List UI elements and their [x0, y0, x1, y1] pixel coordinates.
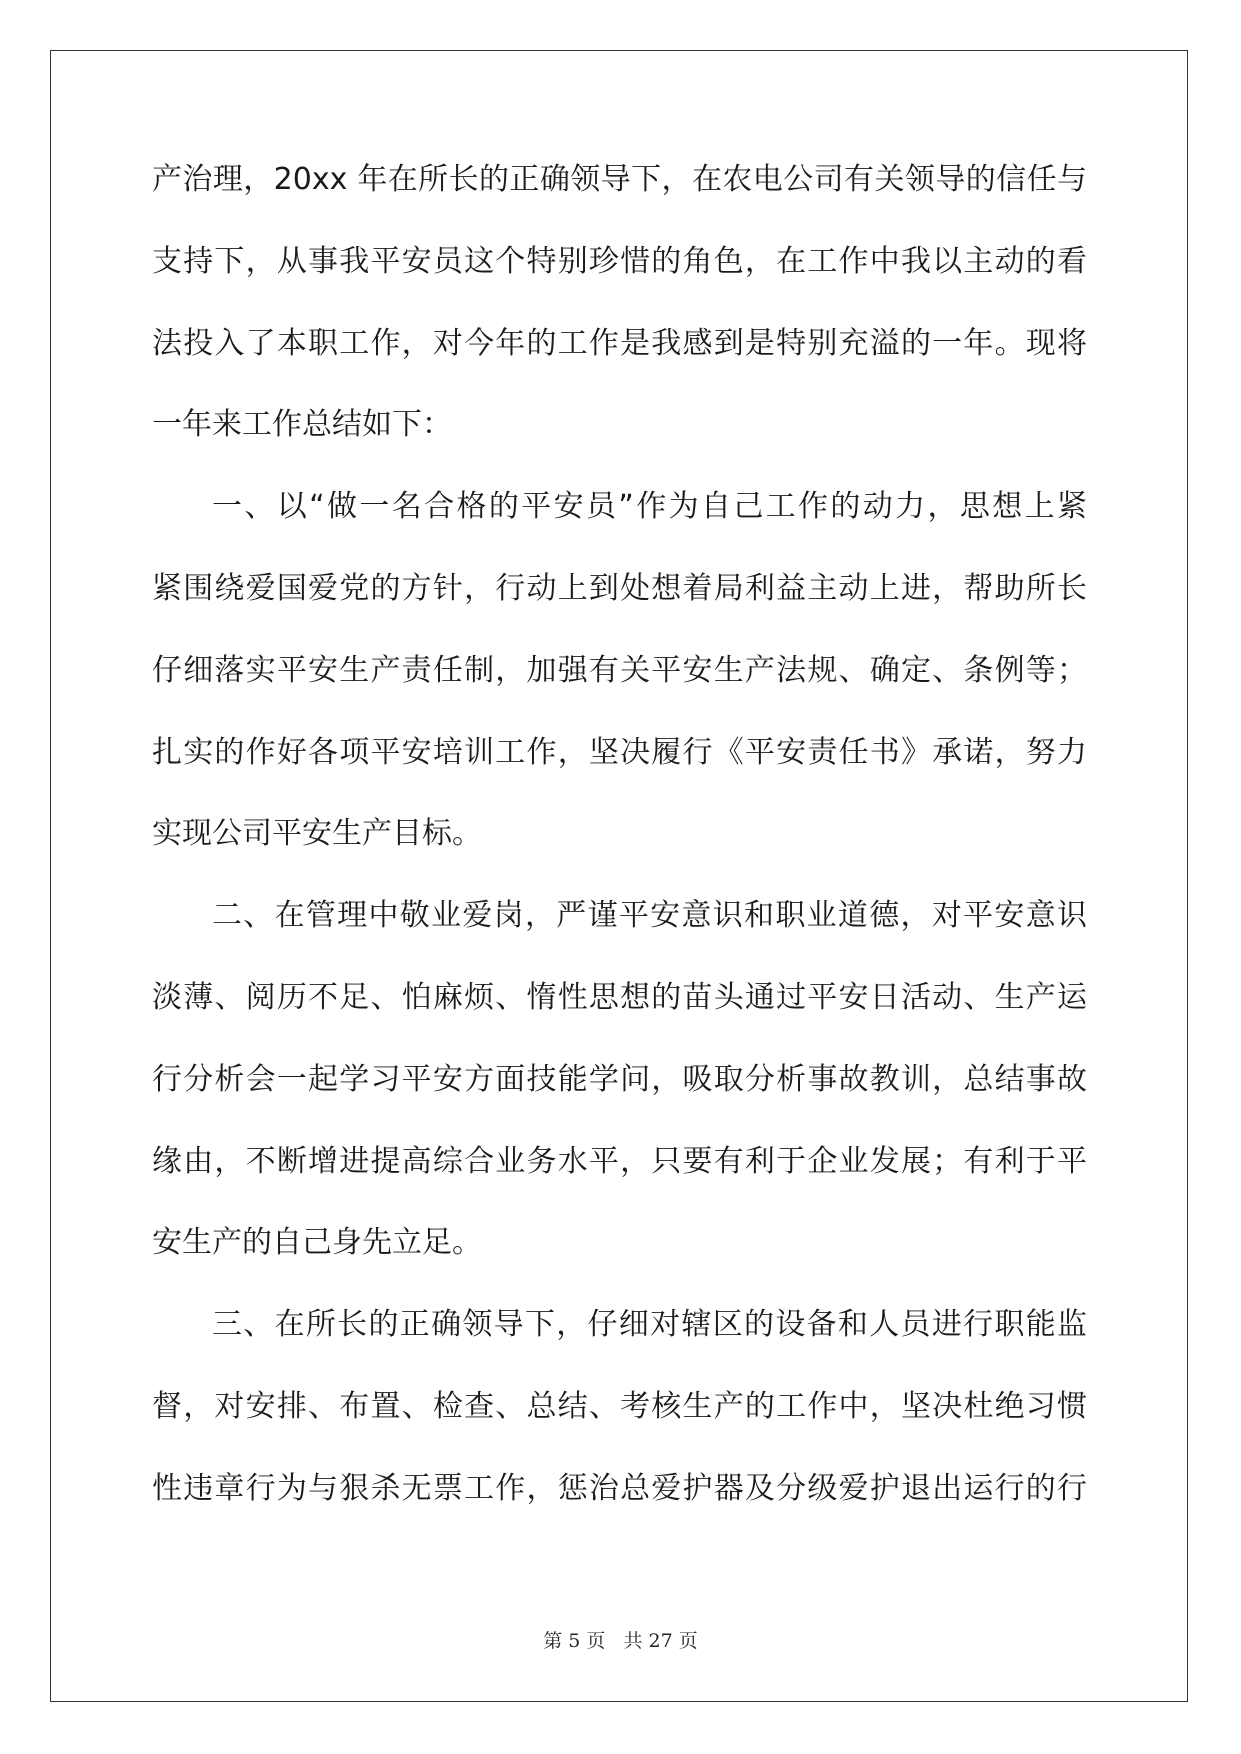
page-number: 第 5 页: [543, 1630, 606, 1652]
page-total: 共 27 页: [623, 1630, 698, 1652]
page-footer: [0, 1626, 1241, 1653]
text-line: 淡薄、阅历不足、怕麻烦、惰性思想的苗头通过平安日活动、生产运: [152, 979, 1087, 1015]
text-line: 安生产的自己身先立足。: [152, 1225, 482, 1261]
text-line: 督，对安排、布置、检查、总结、考核生产的工作中，坚决杜绝习惯: [152, 1388, 1087, 1424]
text-line: 紧围绕爱国爱党的方针，行动上到处想着局利益主动上进，帮助所长: [152, 570, 1087, 606]
text-line: 一年来工作总结如下：: [152, 407, 452, 443]
text-line: 性违章行为与狠杀无票工作，惩治总爱护器及分级爱护退出运行的行: [152, 1470, 1087, 1506]
document-body: [152, 160, 1087, 1551]
text-line: 支持下，从事我平安员这个特别珍惜的角色，在工作中我以主动的看: [152, 243, 1087, 279]
text-line: 仔细落实平安生产责任制，加强有关平安生产法规、确定、条例等；: [152, 652, 1087, 688]
text-line: 扎实的作好各项平安培训工作，坚决履行《平安责任书》承诺，努力: [152, 734, 1087, 770]
text-line: 二、在管理中敬业爱岗，严谨平安意识和职业道德，对平安意识: [212, 898, 1087, 934]
text-line: 缘由，不断增进提高综合业务水平，只要有利于企业发展；有利于平: [152, 1143, 1087, 1179]
text-line: 实现公司平安生产目标。: [152, 816, 482, 852]
text-line: 三、在所长的正确领导下，仔细对辖区的设备和人员进行职能监: [212, 1307, 1087, 1343]
text-line: 法投入了本职工作，对今年的工作是我感到是特别充溢的一年。现将: [152, 325, 1087, 361]
text-line: 行分析会一起学习平安方面技能学问，吸取分析事故教训，总结事故: [152, 1061, 1087, 1097]
text-line: 产治理，20xx 年在所长的正确领导下，在农电公司有关领导的信任与: [152, 162, 1087, 197]
text-line: 一、以“做一名合格的平安员”作为自己工作的动力，思想上紧: [212, 489, 1087, 525]
